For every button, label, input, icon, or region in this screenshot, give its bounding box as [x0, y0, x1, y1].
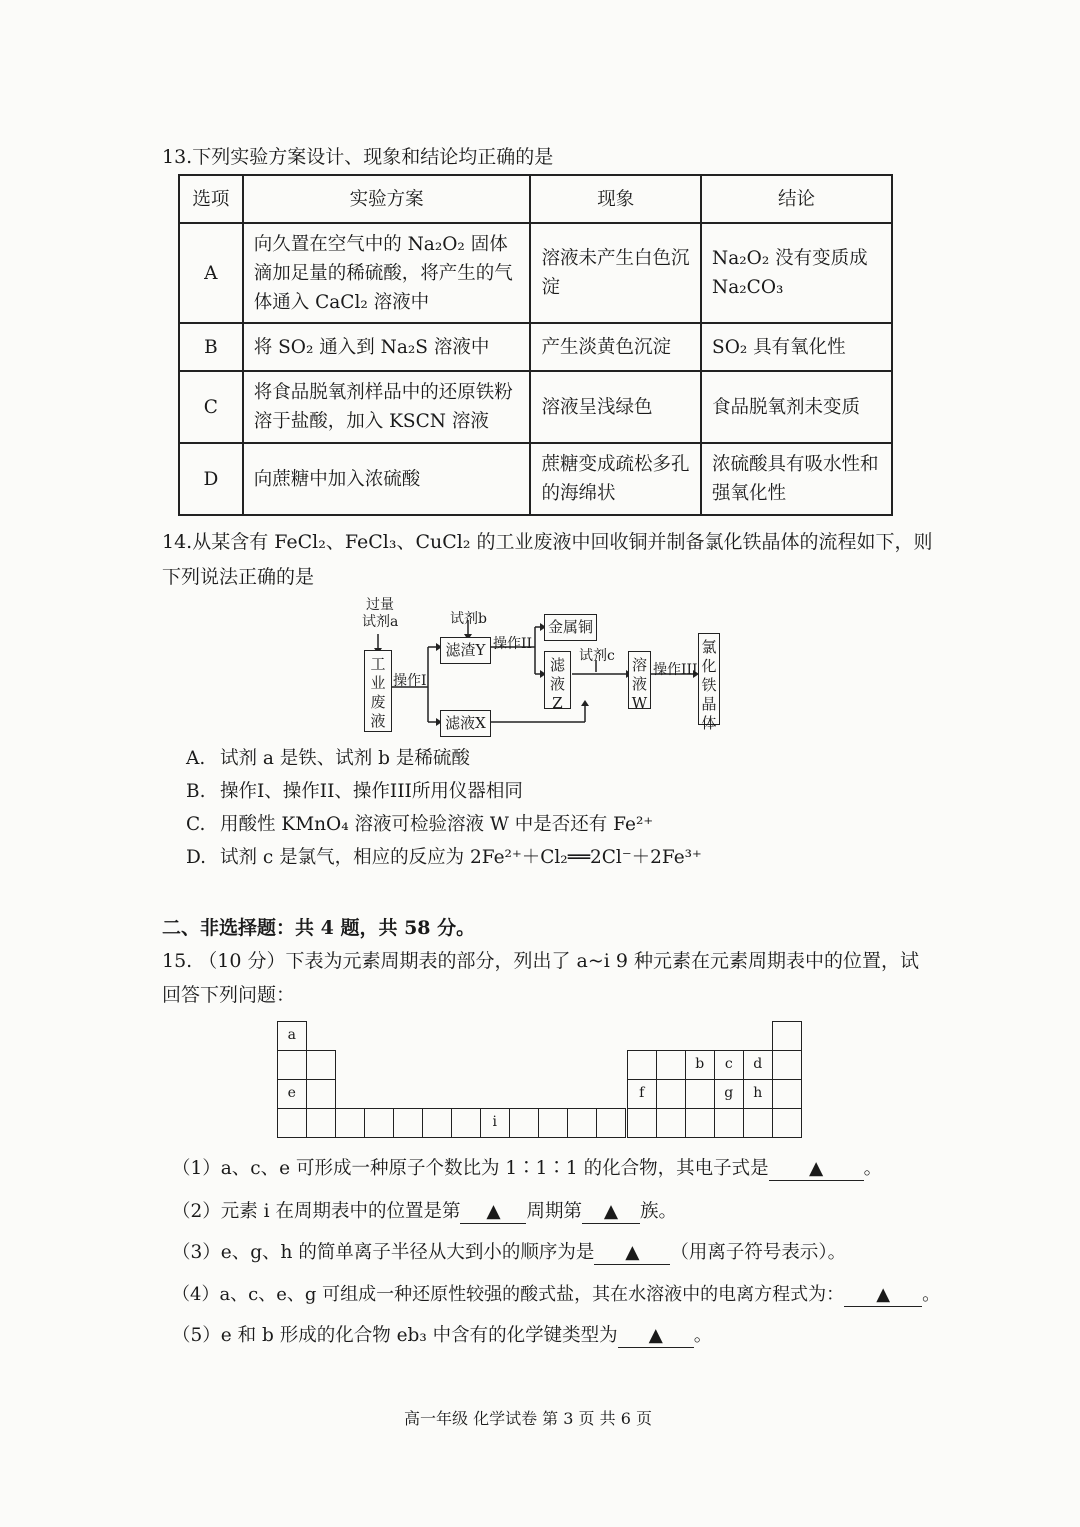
pt-cell — [743, 1079, 773, 1109]
pt-cell — [772, 1021, 802, 1051]
flow-filtrate-z-label: 滤液Z — [549, 656, 565, 712]
pt-cell — [509, 1108, 539, 1138]
element-f: f — [639, 1085, 645, 1101]
flow-filtrate-x-label: 滤液X — [445, 714, 486, 732]
table-row — [179, 323, 892, 371]
option-label: A. — [186, 748, 206, 769]
sub2-mid: 周期第 — [526, 1201, 582, 1222]
answer-blank[interactable] — [618, 1325, 694, 1348]
pt-cell — [685, 1050, 715, 1080]
q14-option-b — [186, 776, 523, 808]
element-d: d — [753, 1056, 763, 1072]
sub4-text: （4）a、c、e、g 可组成一种还原性较强的酸式盐，其在水溶液中的电离方程式为： — [172, 1284, 845, 1305]
blank-mark: ▲ — [648, 1325, 663, 1346]
flow-copper-label: 金属铜 — [547, 618, 593, 636]
pt-cell — [772, 1079, 802, 1109]
q14-title-line2: 下列说法正确的是 — [162, 566, 315, 588]
answer-blank[interactable] — [594, 1242, 670, 1265]
flow-copper-box — [544, 614, 597, 641]
element-i: i — [492, 1114, 497, 1130]
q15-sub4 — [172, 1279, 940, 1311]
answer-blank[interactable] — [582, 1201, 640, 1224]
pt-cell — [306, 1108, 336, 1138]
q13-table — [178, 174, 893, 516]
pt-cell — [277, 1021, 307, 1051]
header-phenomenon: 现象 — [530, 175, 701, 223]
pt-cell — [306, 1079, 336, 1109]
pt-cell — [656, 1079, 686, 1109]
option-text: 操作I、操作II、操作III所用仪器相同 — [220, 781, 523, 802]
pt-cell — [393, 1108, 423, 1138]
element-g: g — [724, 1085, 734, 1101]
pt-cell — [772, 1050, 802, 1080]
blank-mark: ▲ — [625, 1242, 640, 1263]
table-header-row — [179, 175, 892, 223]
blank-mark: ▲ — [808, 1158, 824, 1179]
answer-blank[interactable] — [460, 1201, 526, 1224]
pt-cell — [567, 1108, 597, 1138]
option-label: D. — [186, 847, 207, 868]
sub4-end: 。 — [922, 1284, 941, 1305]
answer-blank[interactable] — [844, 1284, 922, 1307]
q15-title-line1: 15. （10 分）下表为元素周期表的部分，列出了 a~i 9 种元素在元素周期表中的位置，试 — [162, 950, 920, 972]
flow-op1: 操作I — [393, 673, 427, 689]
q15-sub5 — [172, 1320, 712, 1352]
pt-cell — [743, 1050, 773, 1080]
flow-reagent-a-1: 过量 — [366, 597, 394, 613]
element-h: h — [753, 1085, 763, 1101]
q14-option-c — [186, 809, 653, 841]
pt-cell — [685, 1079, 715, 1109]
header-plan: 实验方案 — [243, 175, 531, 223]
pt-cell — [422, 1108, 452, 1138]
section2-heading: 二、非选择题：共 4 题，共 58 分。 — [162, 917, 476, 939]
answer-blank[interactable] — [769, 1158, 864, 1181]
element-e: e — [287, 1085, 296, 1101]
flow-reagent-b: 试剂b — [450, 611, 487, 627]
row-conclusion: SO₂ 具有氧化性 — [701, 323, 892, 371]
pt-cell — [596, 1108, 626, 1138]
option-label: C. — [186, 814, 206, 835]
table-row — [179, 223, 892, 323]
pt-cell — [772, 1108, 802, 1138]
flow-crystal-box — [698, 633, 720, 732]
table-row — [179, 371, 892, 443]
pt-cell — [627, 1050, 657, 1080]
q14-option-a — [186, 743, 470, 775]
flow-op2: 操作II — [493, 636, 533, 652]
element-a: a — [287, 1027, 296, 1043]
pt-cell — [714, 1079, 744, 1109]
flow-reagent-c: 试剂c — [579, 648, 615, 664]
element-c: c — [724, 1056, 733, 1072]
row-option: A — [179, 223, 243, 323]
row-conclusion: 食品脱氧剂未变质 — [701, 371, 892, 443]
row-phenomenon: 溶液未产生白色沉淀 — [530, 223, 701, 323]
sub5-end: 。 — [693, 1325, 713, 1346]
flow-residue-y-box — [440, 637, 491, 664]
row-option: B — [179, 323, 243, 371]
pt-cell — [656, 1108, 686, 1138]
q15-sub3 — [172, 1237, 846, 1269]
header-option: 选项 — [179, 175, 243, 223]
row-plan: 向久置在空气中的 Na₂O₂ 固体滴加足量的稀硫酸，将产生的气体通入 CaCl₂ 溶液中 — [243, 223, 531, 323]
pt-cell — [277, 1050, 307, 1080]
q14-title-line1: 14.从某含有 FeCl₂、FeCl₃、CuCl₂ 的工业废液中回收铜并制备氯化铁晶体的流程如下，则 — [162, 531, 933, 553]
q15-sub2 — [172, 1196, 677, 1228]
q13-title: 13.下列实验方案设计、现象和结论均正确的是 — [162, 146, 554, 168]
q15-title-line2: 回答下列问题： — [162, 984, 296, 1006]
flow-residue-y-label: 滤渣Y — [445, 641, 486, 659]
sub2-text: （2）元素 i 在周期表中的位置是第 — [172, 1201, 461, 1222]
pt-cell — [714, 1108, 744, 1138]
row-option: C — [179, 371, 243, 443]
row-plan: 将 SO₂ 通入到 Na₂S 溶液中 — [243, 323, 531, 371]
q14-option-d — [186, 842, 702, 874]
pt-cell — [480, 1108, 510, 1138]
flow-waste-box — [364, 650, 392, 732]
pt-cell — [277, 1079, 307, 1109]
sub1-end: 。 — [863, 1158, 883, 1179]
pt-cell — [743, 1108, 773, 1138]
flow-filtrate-z-box — [544, 651, 571, 712]
row-phenomenon: 蔗糖变成疏松多孔的海绵状 — [530, 443, 701, 515]
flow-solution-w-box — [628, 651, 651, 712]
sub3-text: （3）e、g、h 的简单离子半径从大到小的顺序为是 — [172, 1242, 595, 1263]
element-b: b — [695, 1056, 705, 1072]
row-phenomenon: 产生淡黄色沉淀 — [530, 323, 701, 371]
row-plan: 将食品脱氧剂样品中的还原铁粉溶于盐酸，加入 KSCN 溶液 — [243, 371, 531, 443]
pt-cell — [335, 1108, 365, 1138]
blank-mark: ▲ — [486, 1201, 501, 1222]
pt-cell — [277, 1108, 307, 1138]
pt-cell — [627, 1079, 657, 1109]
q15-sub1 — [172, 1153, 882, 1185]
row-phenomenon: 溶液呈浅绿色 — [530, 371, 701, 443]
blank-mark: ▲ — [876, 1284, 891, 1305]
table-row — [179, 443, 892, 515]
page-footer: 高一年级 化学试卷 第 3 页 共 6 页 — [404, 1409, 652, 1428]
sub5-text: （5）e 和 b 形成的化合物 eb₃ 中含有的化学键类型为 — [172, 1325, 618, 1346]
header-conclusion: 结论 — [701, 175, 892, 223]
flow-filtrate-x-box — [440, 710, 491, 737]
flow-waste-label: 工业废液 — [370, 655, 386, 730]
sub2-end: 族。 — [639, 1201, 677, 1222]
row-option: D — [179, 443, 243, 515]
pt-cell — [364, 1108, 394, 1138]
pt-cell — [306, 1050, 336, 1080]
flow-reagent-a-2: 试剂a — [362, 614, 399, 630]
option-text: 用酸性 KMnO₄ 溶液可检验溶液 W 中是否还有 Fe²⁺ — [220, 814, 654, 835]
pt-cell — [538, 1108, 568, 1138]
option-label: B. — [186, 781, 206, 802]
blank-mark: ▲ — [603, 1201, 619, 1222]
sub1-text: （1）a、c、e 可形成一种原子个数比为 1∶1∶1 的化合物，其电子式是 — [172, 1158, 769, 1179]
row-plan: 向蔗糖中加入浓硫酸 — [243, 443, 531, 515]
pt-cell — [627, 1108, 657, 1138]
row-conclusion: 浓硫酸具有吸水性和强氧化性 — [701, 443, 892, 515]
pt-cell — [685, 1108, 715, 1138]
pt-cell — [656, 1050, 686, 1080]
pt-cell — [451, 1108, 481, 1138]
option-text: 试剂 c 是氯气，相应的反应为 2Fe²⁺＋Cl₂══2Cl⁻＋2Fe³⁺ — [220, 847, 702, 868]
pt-cell — [714, 1050, 744, 1080]
flow-crystal-label: 氯化铁晶体 — [701, 638, 717, 732]
option-text: 试剂 a 是铁、试剂 b 是稀硫酸 — [220, 748, 470, 769]
row-conclusion: Na₂O₂ 没有变质成 Na₂CO₃ — [701, 223, 892, 323]
sub3-end: （用离子符号表示）。 — [670, 1242, 847, 1263]
flow-op3: 操作III — [653, 662, 698, 678]
flow-solution-w-label: 溶液W — [631, 656, 648, 712]
